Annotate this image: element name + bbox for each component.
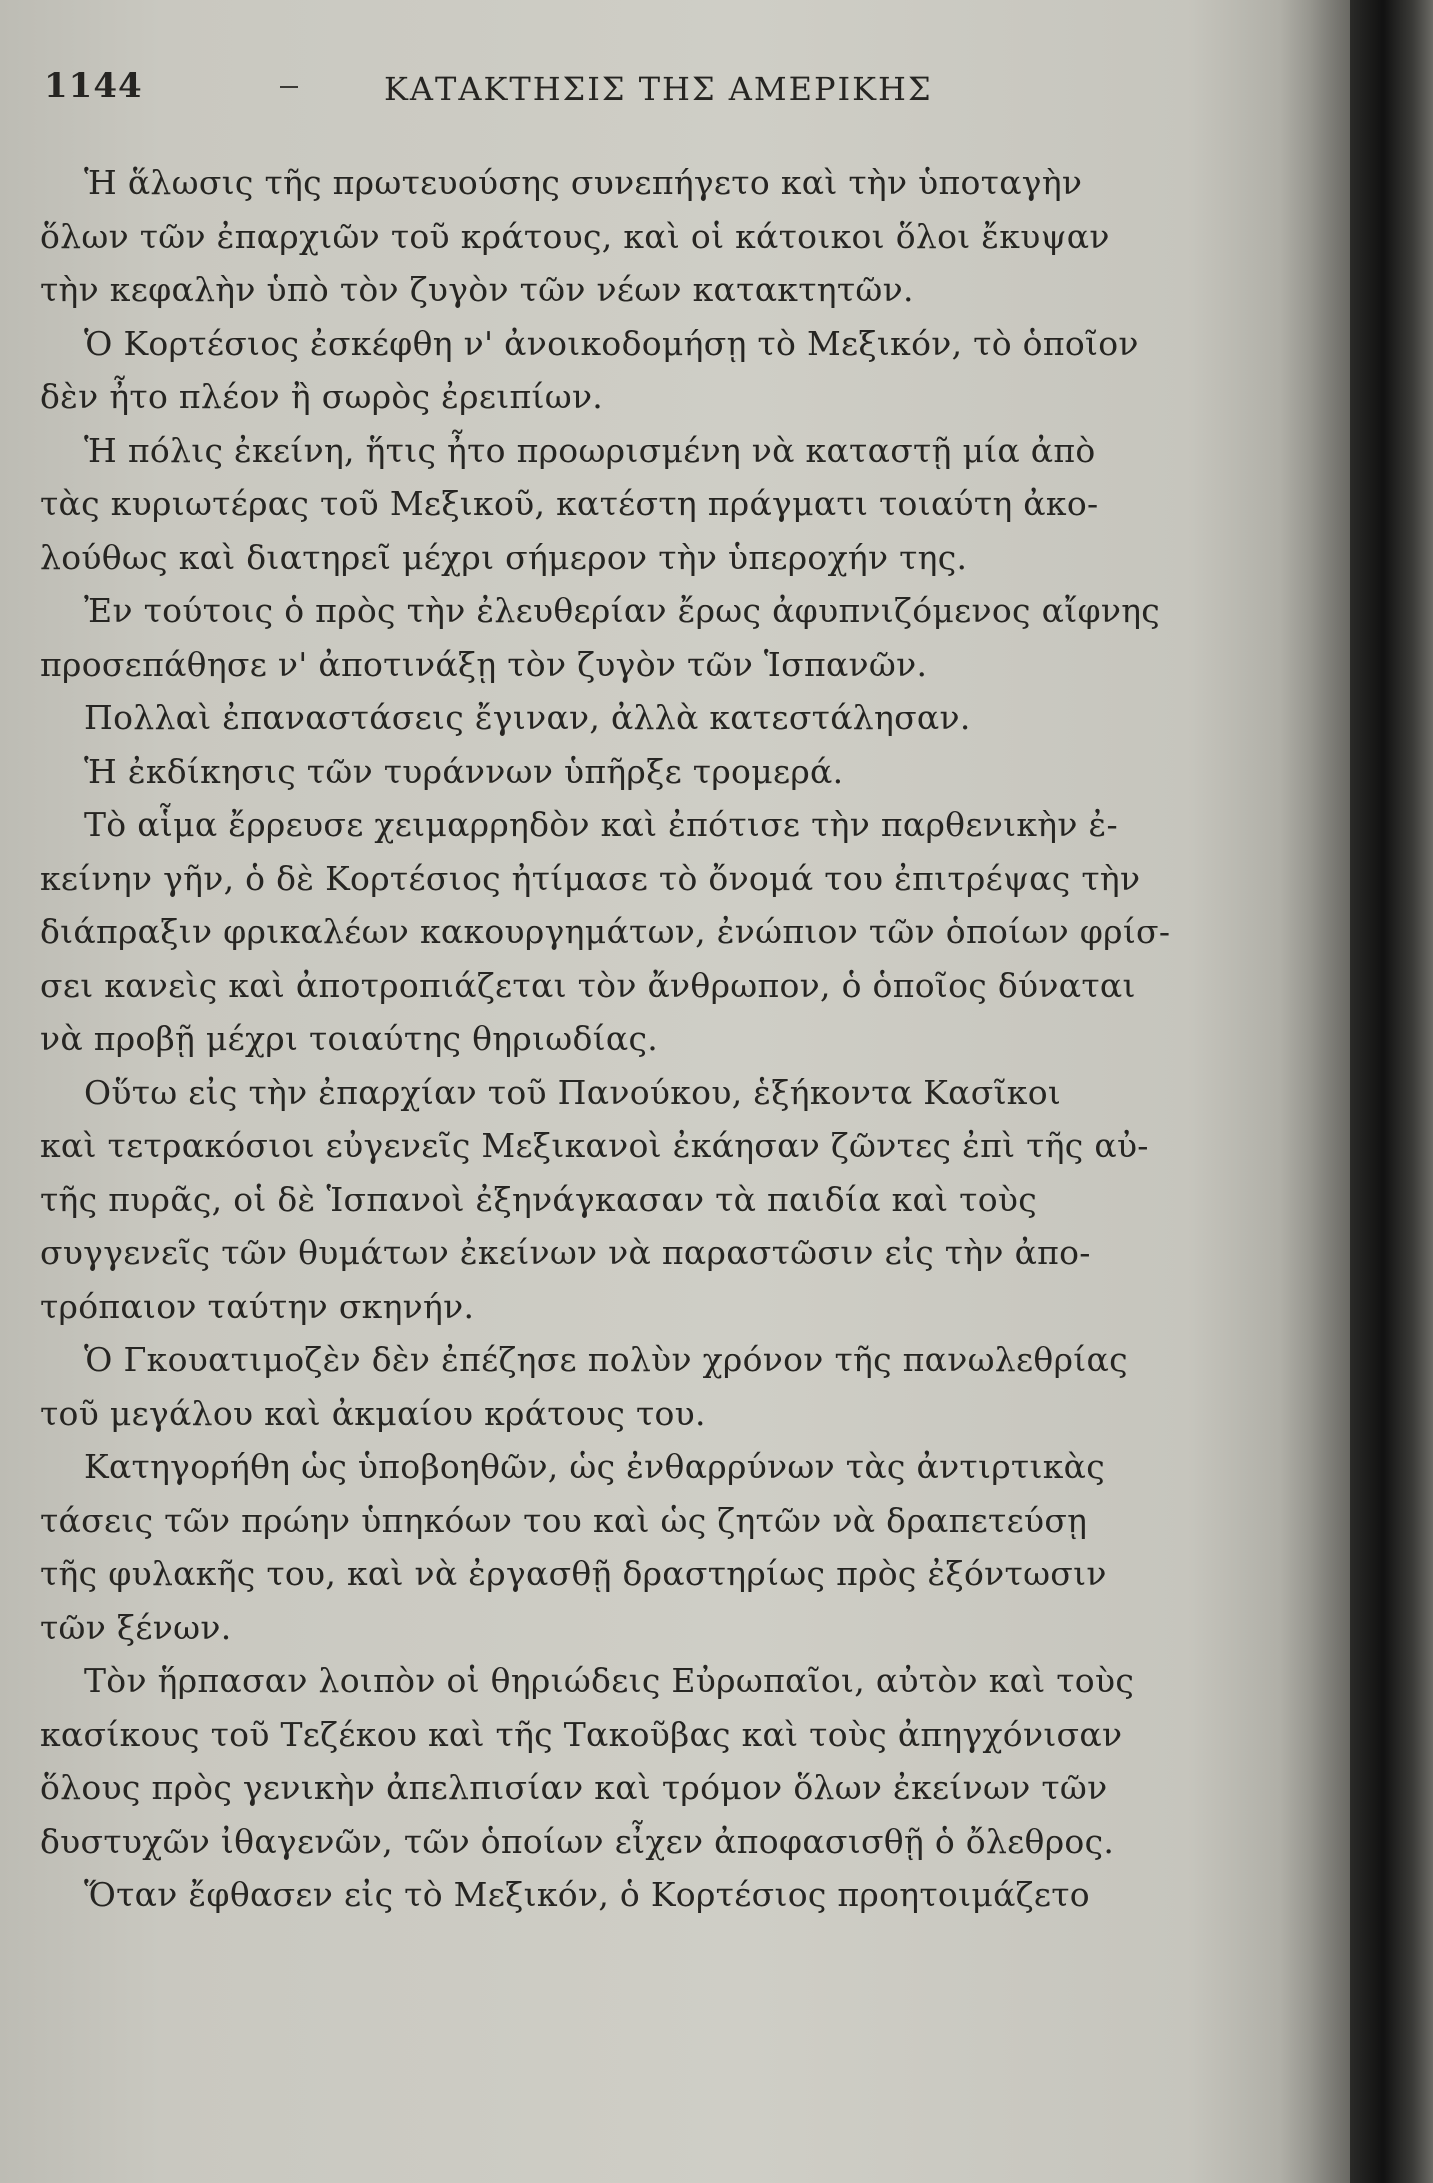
text-line: Ὁ Γκουατιμοζὲν δὲν ἐπέζησε πολὺν χρόνον τῆς πανωλεθρίας bbox=[84, 1340, 1128, 1379]
text-line: Τὸν ἥρπασαν λοιπὸν οἱ θηριώδεις Εὐρωπαῖοι, αὐτὸν καὶ τοὺς bbox=[84, 1661, 1135, 1700]
body-text bbox=[40, 156, 1220, 1922]
text-line: τρόπαιον ταύτην σκηνήν. bbox=[40, 1286, 475, 1326]
text-line: τῆς πυρᾶς, οἱ δὲ Ἱσπανοὶ ἐξηνάγκασαν τὰ παιδία καὶ τοὺς bbox=[40, 1179, 1038, 1219]
text-line: τῶν ξένων. bbox=[40, 1607, 232, 1647]
text-line: δὲν ἦτο πλέον ἢ σωρὸς ἐρειπίων. bbox=[40, 377, 604, 416]
text-line: νὰ προβῇ μέχρι τοιαύτης θηριωδίας. bbox=[40, 1019, 659, 1058]
text-line: προσεπάθησε ν' ἀποτινάξῃ τὸν ζυγὸν τῶν Ἱσπανῶν. bbox=[40, 644, 928, 684]
text-line: Ἡ πόλις ἐκείνη, ἥτις ἦτο προωρισμένη νὰ καταστῇ μία ἀπὸ bbox=[84, 430, 1096, 470]
text-line: ὅλους πρὸς γενικὴν ἀπελπισίαν καὶ τρόμον ὅλων ἐκείνων τῶν bbox=[40, 1768, 1108, 1807]
text-line: συγγενεῖς τῶν θυμάτων ἐκείνων νὰ παραστῶσιν εἰς τὴν ἀπο- bbox=[40, 1233, 1091, 1272]
text-line: Πολλαὶ ἐπαναστάσεις ἔγιναν, ἀλλὰ κατεστάλησαν. bbox=[84, 698, 971, 737]
running-title: ΚΑΤΑΚΤΗΣΙΣ ΤΗΣ ΑΜΕΡΙΚΗΣ bbox=[384, 70, 933, 108]
text-line: σει κανεὶς καὶ ἀποτροπιάζεται τὸν ἄνθρωπον, ὁ ὁποῖος δύναται bbox=[40, 965, 1136, 1005]
text-line: Ἡ ἅλωσις τῆς πρωτευούσης συνεπήγετο καὶ τὴν ὑποταγὴν bbox=[84, 163, 1083, 202]
text-line: λούθως καὶ διατηρεῖ μέχρι σήμερον τὴν ὑπεροχήν της. bbox=[40, 537, 968, 577]
text-line: Τὸ αἷμα ἔρρευσε χειμαρρηδὸν καὶ ἐπότισε τὴν παρθενικὴν ἐ- bbox=[84, 805, 1118, 844]
text-line: Ἐν τούτοις ὁ πρὸς τὴν ἐλευθερίαν ἔρως ἀφυπνιζόμενος αἴφνης bbox=[84, 591, 1161, 630]
text-line: Οὕτω εἰς τὴν ἐπαρχίαν τοῦ Πανούκου, ἑξήκοντα Κασῖκοι bbox=[84, 1072, 1062, 1112]
text-line: καὶ τετρακόσιοι εὐγενεῖς Μεξικανοὶ ἐκάησαν ζῶντες ἐπὶ τῆς αὐ- bbox=[40, 1126, 1149, 1165]
page-header bbox=[44, 66, 1290, 110]
text-line: ὅλων τῶν ἐπαρχιῶν τοῦ κράτους, καὶ οἱ κάτοικοι ὅλοι ἔκυψαν bbox=[40, 216, 1110, 256]
text-line: τοῦ μεγάλου καὶ ἀκμαίου κράτους του. bbox=[40, 1393, 706, 1433]
text-line: Ὁ Κορτέσιος ἐσκέφθη ν' ἀνοικοδομήσῃ τὸ Μεξικόν, τὸ ὁποῖον bbox=[84, 323, 1139, 363]
text-line: διάπραξιν φρικαλέων κακουργημάτων, ἐνώπιον τῶν ὁποίων φρίσ- bbox=[40, 912, 1171, 951]
text-line: κείνην γῆν, ὁ δὲ Κορτέσιος ἠτίμασε τὸ ὄνομά του ἐπιτρέψας τὴν bbox=[40, 858, 1141, 898]
text-line: τὴν κεφαλὴν ὑπὸ τὸν ζυγὸν τῶν νέων κατακτητῶν. bbox=[40, 270, 914, 309]
text-line: τὰς κυριωτέρας τοῦ Μεξικοῦ, κατέστη πράγματι τοιαύτη ἀκο- bbox=[40, 484, 1099, 523]
book-gutter bbox=[1350, 0, 1433, 2183]
text-line: Κατηγορήθη ὡς ὑποβοηθῶν, ὡς ἐνθαρρύνων τὰς ἀντιρτικὰς bbox=[84, 1447, 1106, 1486]
text-line: τάσεις τῶν πρώην ὑπηκόων του καὶ ὡς ζητῶν νὰ δραπετεύσῃ bbox=[40, 1500, 1088, 1540]
text-line: τῆς φυλακῆς του, καὶ νὰ ἐργασθῇ δραστηρίως πρὸς ἐξόντωσιν bbox=[40, 1554, 1107, 1593]
page-number: 1144 bbox=[44, 66, 143, 106]
text-line: Ὅταν ἔφθασεν εἰς τὸ Μεξικόν, ὁ Κορτέσιος προητοιμάζετο bbox=[84, 1875, 1090, 1914]
header-dash bbox=[280, 86, 298, 88]
text-line: Ἡ ἐκδίκησις τῶν τυράννων ὑπῆρξε τρομερά. bbox=[84, 751, 844, 791]
text-line: κασίκους τοῦ Τεζέκου καὶ τῆς Τακοῦβας καὶ τοὺς ἀπηγχόνισαν bbox=[40, 1714, 1123, 1754]
text-line: δυστυχῶν ἰθαγενῶν, τῶν ὁποίων εἶχεν ἀποφασισθῇ ὁ ὄλεθρος. bbox=[40, 1821, 1115, 1861]
